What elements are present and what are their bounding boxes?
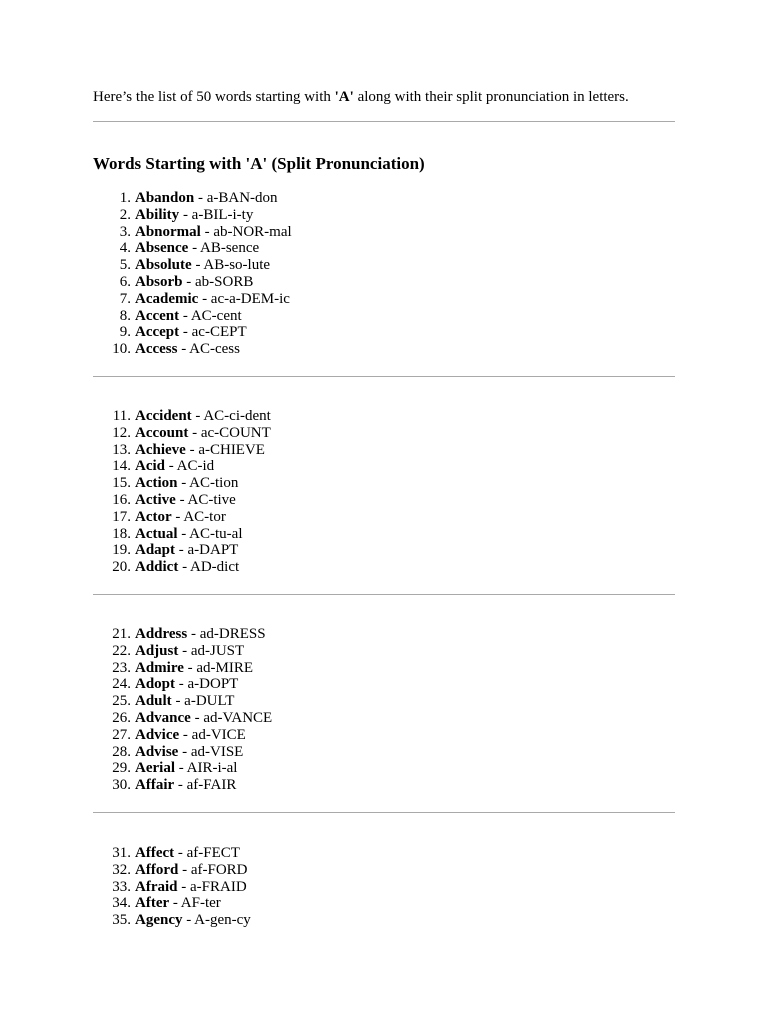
item-number: 7.	[119, 290, 131, 307]
item-pronunciation: - af-FORD	[178, 861, 248, 878]
list-item	[93, 509, 271, 526]
intro-bold-letter: 'A'	[334, 89, 354, 105]
item-pronunciation: - ab-SORB	[182, 273, 254, 290]
item-pronunciation: - AC-tor	[171, 508, 226, 525]
item-word: Ability	[135, 206, 180, 223]
list-item	[93, 760, 272, 777]
item-word: Acid	[135, 458, 165, 475]
item-number: 6.	[119, 273, 131, 290]
item-pronunciation: - a-FRAID	[177, 878, 247, 895]
item-word: After	[135, 895, 170, 912]
item-pronunciation: - AIR-i-al	[174, 760, 238, 777]
item-pronunciation: - AF-ter	[169, 895, 221, 912]
list-item	[93, 492, 271, 509]
item-pronunciation: - ab-NOR-mal	[200, 223, 292, 240]
list-item	[93, 912, 251, 929]
item-number: 2.	[119, 206, 131, 223]
item-word: Access	[135, 341, 178, 358]
list-item	[93, 291, 292, 308]
item-word: Accident	[135, 408, 192, 424]
list-item	[93, 542, 271, 559]
item-pronunciation: - AC-cent	[179, 307, 242, 324]
item-number: 27.	[112, 726, 131, 743]
item-number: 31.	[112, 845, 131, 861]
item-word: Adult	[135, 693, 172, 710]
item-word: Address	[135, 626, 188, 642]
item-number: 8.	[119, 307, 131, 324]
word-list-4	[93, 845, 251, 929]
list-item	[93, 442, 271, 459]
item-pronunciation: - AC-tu-al	[177, 525, 243, 542]
item-word: Advise	[135, 743, 179, 760]
item-pronunciation: - a-CHIEVE	[185, 441, 265, 458]
list-item	[93, 308, 292, 325]
item-pronunciation: - af-FECT	[174, 845, 240, 861]
item-number: 18.	[112, 525, 131, 542]
list-item	[93, 693, 272, 710]
horizontal-rule	[93, 376, 675, 377]
list-item	[93, 190, 292, 207]
item-word: Achieve	[135, 441, 186, 458]
item-pronunciation: - ad-VANCE	[190, 709, 273, 726]
item-number: 19.	[112, 542, 131, 559]
item-number: 17.	[112, 508, 131, 525]
item-word: Afraid	[135, 878, 178, 895]
item-pronunciation: - ad-DRESS	[187, 626, 266, 642]
item-number: 23.	[112, 659, 131, 676]
list-item	[93, 710, 272, 727]
item-number: 12.	[112, 424, 131, 441]
intro-paragraph	[93, 88, 629, 106]
list-item	[93, 324, 292, 341]
list-item	[93, 777, 272, 794]
list-item	[93, 626, 272, 643]
list-item	[93, 458, 271, 475]
list-item	[93, 425, 271, 442]
list-item	[93, 341, 292, 358]
item-pronunciation: - ac-CEPT	[179, 324, 247, 341]
item-word: Account	[135, 424, 189, 441]
list-item	[93, 408, 271, 425]
item-word: Addict	[135, 559, 179, 576]
item-word: Accent	[135, 307, 180, 324]
item-word: Actual	[135, 525, 178, 542]
list-item	[93, 676, 272, 693]
item-pronunciation: - ad-JUST	[178, 642, 245, 659]
item-pronunciation: - a-DAPT	[175, 542, 239, 559]
item-number: 11.	[112, 408, 131, 424]
item-number: 32.	[112, 861, 131, 878]
list-item	[93, 643, 272, 660]
item-number: 15.	[112, 475, 131, 492]
item-pronunciation: - af-FAIR	[174, 777, 237, 794]
item-number: 3.	[119, 223, 131, 240]
item-pronunciation: - ad-VICE	[179, 726, 246, 743]
list-item	[93, 744, 272, 761]
item-pronunciation: - AC-cess	[177, 341, 240, 358]
item-word: Adopt	[135, 676, 176, 693]
item-pronunciation: - a-DULT	[171, 693, 235, 710]
intro-text-after: along with their split pronunciation in letters.	[353, 89, 629, 105]
item-number: 1.	[119, 190, 131, 206]
item-number: 24.	[112, 676, 131, 693]
list-item	[93, 257, 292, 274]
item-number: 20.	[112, 559, 131, 576]
item-pronunciation: - AB-so-lute	[191, 257, 271, 274]
word-list-3	[93, 626, 272, 794]
list-item	[93, 274, 292, 291]
horizontal-rule	[93, 594, 675, 595]
item-pronunciation: - ad-VISE	[178, 743, 244, 760]
item-word: Aerial	[135, 760, 175, 777]
item-pronunciation: - a-BIL-i-ty	[179, 206, 254, 223]
item-number: 35.	[112, 912, 131, 929]
item-pronunciation: - ac-COUNT	[188, 424, 271, 441]
item-word: Adapt	[135, 542, 176, 559]
item-number: 28.	[112, 743, 131, 760]
item-word: Accept	[135, 324, 180, 341]
item-number: 10.	[112, 341, 131, 358]
item-word: Advice	[135, 726, 180, 743]
item-word: Active	[135, 491, 176, 508]
list-item	[93, 727, 272, 744]
item-word: Abandon	[135, 190, 195, 206]
list-item	[93, 879, 251, 896]
horizontal-rule	[93, 812, 675, 813]
list-item	[93, 660, 272, 677]
item-pronunciation: - AC-id	[165, 458, 215, 475]
item-word: Absolute	[135, 257, 192, 274]
item-pronunciation: - AC-tion	[177, 475, 239, 492]
item-number: 16.	[112, 491, 131, 508]
list-item	[93, 224, 292, 241]
list-item	[93, 559, 271, 576]
horizontal-rule	[93, 121, 675, 122]
word-list-1	[93, 190, 292, 358]
item-number: 26.	[112, 709, 131, 726]
item-number: 13.	[112, 441, 131, 458]
list-item	[93, 207, 292, 224]
item-word: Actor	[135, 508, 172, 525]
item-pronunciation: - a-BAN-don	[194, 190, 278, 206]
list-item	[93, 526, 271, 543]
item-pronunciation: - A-gen-cy	[182, 912, 251, 929]
item-word: Absence	[135, 240, 189, 257]
item-number: 34.	[112, 895, 131, 912]
item-word: Afford	[135, 861, 179, 878]
item-number: 4.	[119, 240, 131, 257]
item-number: 25.	[112, 693, 131, 710]
item-word: Affect	[135, 845, 175, 861]
item-word: Absorb	[135, 273, 183, 290]
item-pronunciation: - a-DOPT	[175, 676, 239, 693]
list-item	[93, 862, 251, 879]
item-word: Adjust	[135, 642, 179, 659]
item-number: 30.	[112, 777, 131, 794]
list-item	[93, 895, 251, 912]
item-pronunciation: - ac-a-DEM-ic	[198, 290, 290, 307]
item-pronunciation: - AB-sence	[188, 240, 260, 257]
item-number: 21.	[112, 626, 131, 642]
item-word: Agency	[135, 912, 183, 929]
item-pronunciation: - AC-ci-dent	[191, 408, 271, 424]
item-word: Admire	[135, 659, 184, 676]
item-number: 22.	[112, 642, 131, 659]
item-word: Action	[135, 475, 178, 492]
item-number: 9.	[119, 324, 131, 341]
item-number: 29.	[112, 760, 131, 777]
item-word: Abnormal	[135, 223, 201, 240]
list-item	[93, 475, 271, 492]
item-word: Affair	[135, 777, 175, 794]
item-number: 14.	[112, 458, 131, 475]
list-item	[93, 845, 251, 862]
word-list-2	[93, 408, 271, 576]
item-word: Advance	[135, 709, 191, 726]
item-number: 33.	[112, 878, 131, 895]
list-item	[93, 240, 292, 257]
item-pronunciation: - AC-tive	[175, 491, 236, 508]
item-number: 5.	[119, 257, 131, 274]
item-pronunciation: - ad-MIRE	[183, 659, 254, 676]
item-word: Academic	[135, 290, 199, 307]
section-heading: Words Starting with 'A' (Split Pronunciation)	[93, 154, 425, 173]
item-pronunciation: - AD-dict	[178, 559, 240, 576]
intro-text-before: Here’s the list of 50 words starting with	[93, 89, 335, 105]
